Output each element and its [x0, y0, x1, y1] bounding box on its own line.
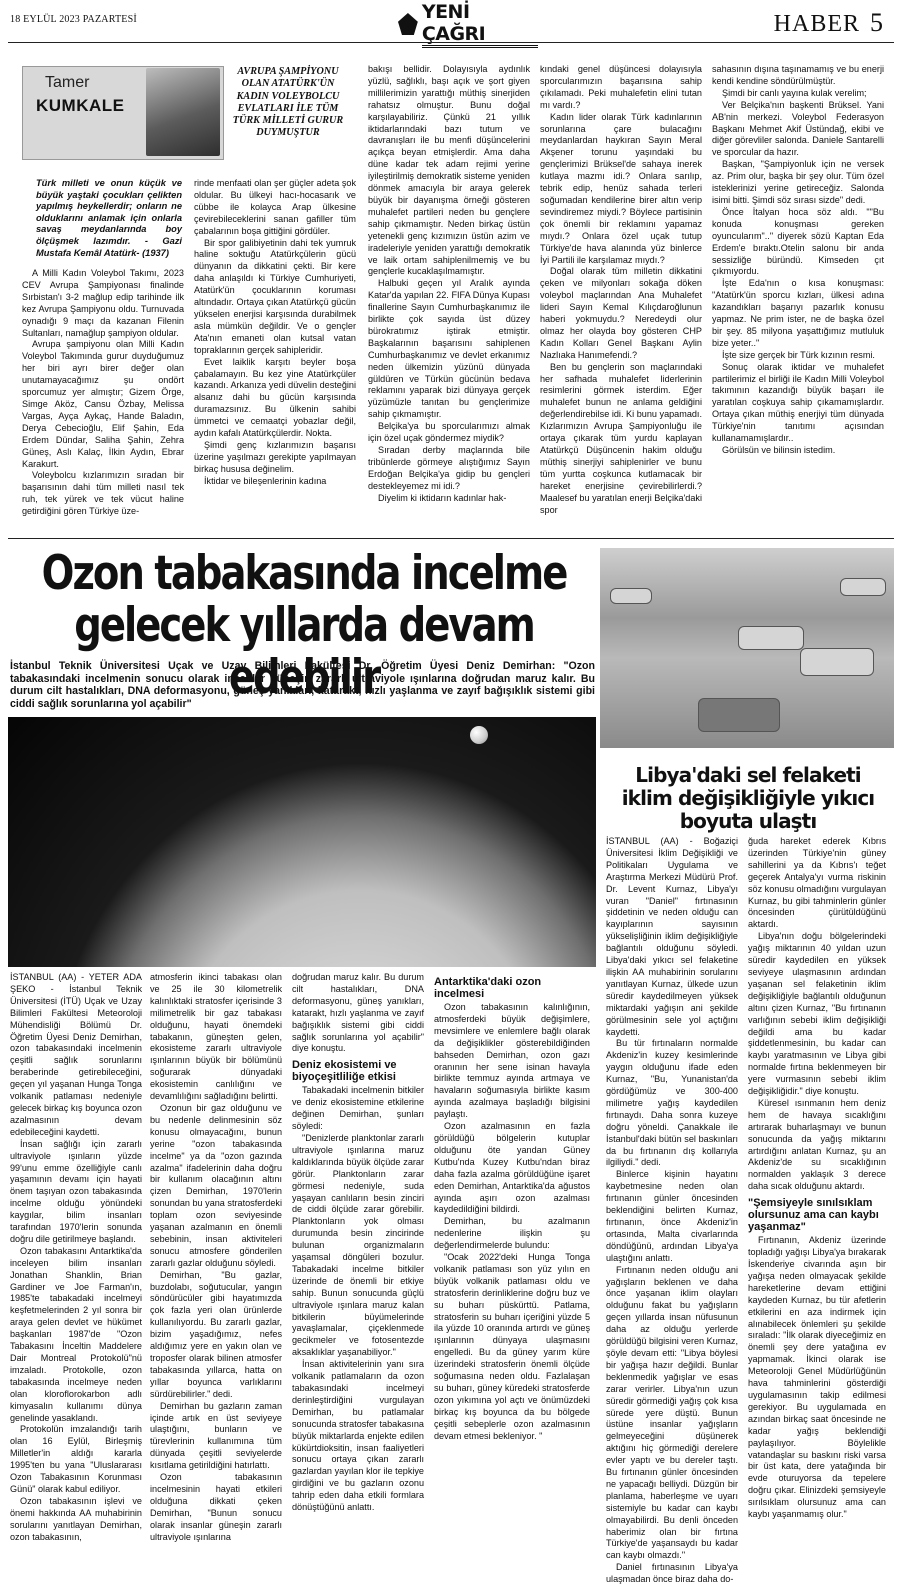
paragraph: İSTANBUL (AA) - Boğaziçi Üniversitesi İklim Değişikliği ve Politikaları Uygulama ve Araştırma Merkezi Müdürü Prof. Dr. Levent Kurnaz, Libya'yı vuran "Daniel" fırtınasının şiddetinin ve neden olduğu can kayıplarının sayısının yükselişliğinin iklim değişikliğiyle bağlantılı olduğunu söyledi. Libya'daki yıkıcı sel felaketine ilişkin AA muhabirinin sorularını yanıtlayan Kurnaz, ülkede uzun süredir kaydedilmeyen yüksek miktardaki yağışın ani şekilde görülmesinin sele yol açtığını kaydetti.	[606, 836, 738, 1037]
paragraph: Ben bu gençlerin son maçlarındaki her safhada muhalefet liderlerinin resimlerini görmek isterdim. Eğer muhalefet bunun ne anlama geldiğini değerlendirebilse idi. Ki bunu yapamadı. Kızlarımızın Avrupa Şampiyonluğu ile ortaya çıkarak tüm yurdu kaplayan Atatürkçü Düşüncenin hakim olduğu müthiş sinerjiyi sahiplenirler ve bunu tüm yurtta coşkunca kutlamacak bir hareket enerjisine çevirebilirlerdi.? Maalesef bu yaratılan enerji Belçika'daki spor	[540, 361, 702, 515]
paragraph: Şimdi genç kızlarımızın başarısı üzerine yaşılmazı gerekipte yapılmayan birkaç hususa değinelim.	[194, 439, 356, 474]
paragraph: Sonuç olarak iktidar ve muhalefet partilerimiz el birliği ile Kadın Milli Voleybol takımının kazandığı büyük başarı ile yaratılan coşkuya sahip çıkamamışlardır. Ortaya çıkan müthiş enerjiyi tüm dünyada Türkiye'nin tanıtımı açısından kullanamamışlardır..	[712, 361, 884, 444]
paragraph: Fırtınanın neden olduğu ani yağışların beklenen ve daha önce yaşanan iklim olayları olduğunu fakat bu yağışların geçen yıllarda insan nüfusunun daha az olduğu yerlerde görüldüğü bilgisini veren Kurnaz, şöyle devam etti: "Libya böylesi bir yağışa hazır değildi. Bunlar beklenmedik yağışlar ve esas zarar verirler. Libya'nın uzun süredir görmediği yağış çok kısa sürede yere düştü. Bunun üstüne insanlar yağışların gelmeyeceğini düşünerek aktığını hiç görmediği derelere evler yaptı ve bu dereler taştı. Bu fırtınanın günler öncesinden ne yapacağı belliydi. Düzgün bir planlama, haberleşme ve uyarı sistemiyle bu kadar can kaybı olmayabilirdi. Bu denli önceden haberimiz olan bir fırtına Türkiye'de yaşansaydı bu kadar can kaybı olmazdı."	[606, 1264, 738, 1561]
paragraph: Voleybolcu kızlarımızın sıradan bir başarısının dahi tüm milleti nasıl tek ruh, tek yürek ve tek vücut haline getirdiğini gören Türkiye üze-	[22, 470, 184, 517]
libya-subheading: "Şemsiyeyle sınılsıklam olursunuz ama can kaybı yaşanmaz"	[748, 1197, 879, 1234]
author-last-name: KUMKALE	[36, 96, 125, 115]
paragraph: Sıradan derby maçlarında bile tribünlerde görmeye alıştığımız Sayın Erdoğan Belçika'ya gidip bu gençleri destekleyemez mi idi.?	[368, 445, 530, 491]
ozone-col1	[10, 972, 142, 1542]
moon-icon	[470, 726, 488, 744]
paragraph: İktidar ve bileşenlerinin kadına	[204, 475, 327, 486]
flood-photo	[600, 548, 894, 748]
section-name: HABER	[773, 11, 860, 37]
paragraph: A Milli Kadın Voleybol Takımı, 2023 CEV Avrupa Şampiyonası finalinde Sırbistan'ı 3-2 mağlup edip tarihinde ilk kez Avrupa Şampiyonu oldu. Turnuvada oynadığı 9 maçı da kazanan Filenin Sultanları, namağlup şampiyon oldular.	[22, 268, 184, 338]
paragraph: Önce İtalyan hoca söz aldı. ""Bu konuda konuşması gereken oyuncularım".." diyerek sözü Kaptan Eda Erdem'e bıraktı.Otelin salonu bir anda sessizliğe büründü. Kimseden çıt çıkmıyordu.	[712, 206, 884, 277]
paragraph: Protokolün imzalandığı tarih olan 16 Eylül, Birleşmiş Milletler'in aldığı kararla 1995'ten bu yana "Uluslararası Ozon Tabakasının Korunması Günü" olarak kabul ediliyor.	[10, 1424, 142, 1494]
paragraph: Ozon azalmasının en fazla görüldüğü bölgelerin kutuplar olduğunu öte yandan Güney Kutbu'nda Kuzey Kutbu'ndan biraz daha fazla azalma görüldüğüne işaret eden Demirhan, Antarktika'da ağustos ayında aşırı ozon azalması kaydedildiğini bildirdi.	[434, 1121, 590, 1215]
ozone-headline: Ozon tabakasında incelme gelecek yıllarda devam edebilir	[41, 546, 567, 705]
column-text-col2	[194, 178, 356, 534]
paragraph: Avrupa şampiyonu olan Milli Kadın Voleybol Takımında gurur duyduğumuz her biri ayrı birer değer olan unutamayacağımız şu ondört sporcumuz yer almıştır; Gizem Örge, Simge Aköz, Cansu Özbay, Melissa Vargas, Ayça Aykaç, Hande Baladın, Derya Cebecioğlu, Elif Şahin, Eda Erdem Dündar, Saliha Şahin, Zehra Güneş, Aslı Kalaç, İlkin Aydın, Ebrar Karakurt.	[22, 339, 184, 469]
paragraph: Doğal olarak tüm milletin dikkatini çeken ve milyonları sokağa döken voleybol maçlarından Ana Muhalefet lideri Sayın Kemal Kılıçdaroğlunun haberi yokmuydu.? Neredeydi olur olmaz her olayda boy gösteren CHP Kadın Kolları Genel Başkanı Aylin Nazlıaka Hanımefendi.?	[540, 266, 702, 360]
author-first-name: Tamer	[45, 74, 90, 91]
column-text-col4	[540, 64, 702, 534]
paragraph: Bir spor galibiyetinin dahi tek yumruk haline soktuğu Atatürkçülerin gücü dünyanın da dikkatini çekti. Bir kere daha anlaşıldı ki Türkiye Cumhuriyeti, Atatürk'ün çocuklarının koruması altındadır. Ortaya çıkan Atatürkçü gücün yükselen enerjisi karşısında durabilmek asla mümkün değildir. Ve o gençler Ata'nın emaneti olan kutsal vatan topraklarının gerçek sahipleridir.	[194, 237, 356, 355]
column-text-col5	[712, 64, 884, 534]
paragraph: Belçika'ya bu sporcularımızı almak için özel uçak göndermez miydik?	[368, 421, 530, 444]
newspaper-logo	[398, 0, 538, 45]
section-label	[774, 8, 884, 38]
paragraph: Demirhan, bu azalmanın nedenlerine ilişkin şu değerlendirmelerde bulundu:	[434, 1216, 590, 1251]
paragraph: İşte Eda'nın o kısa konuşması: "Atatürk'ün sporcu kızları, ülkesi adına kazandıkları başarıyı pazarlık konusu yapmaz. Ne prim ister, ne de başka özel bir şey. 85 milyona yaşattığımız mutluluk bize yeter.."	[712, 278, 884, 348]
ozone-col3	[292, 972, 424, 1513]
car-shape	[800, 648, 874, 676]
paragraph: Demirhan, "Bu gazlar, buzdolabı, soğutucular, yangın söndürücüler gibi hayatımızda çok fazla yeri olan ürünlerde kullanılıyordu. Bu zararlı gazlar, bizim yaşadığımız, nefes aldığımız yere en yakın olan ve troposfer olarak bilinen atmosfer tabakasında yıllarca, hatta on yıllar boyunca varlıklarını sürdürebilirler." dedi.	[150, 1269, 282, 1399]
header-rule	[8, 42, 894, 43]
car-shape	[610, 588, 652, 604]
paragraph: "Ocak 2022'deki Hunga Tonga volkanik patlaması son yüz yılın en büyük volkanik patlaması oldu ve stratosferin derinliklerine doğru buz ve su buharı püskürttü. Patlama, stratosferin su buharı içeriğini yüzde 5 ila yüzde 10 oranında artırdı ve güneş ışınlarının dünyaya ulaşmasını engelledi. Bu da güney yarım küre üzerindeki stratosferin önemli ölçüde soğumasına neden oldu. Fazlalaşan su buharı, güney küredeki stratosferde ozon yıkımına yol açtı ve önümüzdeki birkaç kış boyunca da bu bölgede çeşitli sebeplerle ozon azalmasının devam etmesi bekleniyor. "	[434, 1252, 590, 1441]
page-number: 5	[870, 8, 884, 37]
paragraph: Diyelim ki iktidarın kadınlar hak-	[378, 492, 507, 503]
paragraph: sahasının dışına taşınamamış ve bu enerji kendi kendine söndürülmüştür.	[712, 64, 884, 86]
paragraph: Görülsün ve bilinsin istedim.	[722, 445, 836, 455]
paragraph: Küresel ısınmanın hem deniz hem de havaya sıcaklığını artırarak buharlaşmayı ve bunun sonucunda da yağış miktarını artırdığını anlatan Kurnaz, şu an Akdeniz'de su sıcaklığının normalden yaklaşık 3 derece daha sıcak olduğunu aktardı.	[748, 1097, 886, 1192]
paragraph: Ozon tabakasının kalınlığının, atmosferdeki büyük değişimlere, mevsimlere ve enlemlere bağlı olarak da değişiklikler gösterebildiğinden bahseden Demirhan, ozon gazı oranının her sene isinan havayla birlikte temmuz ayında artmaya ve havaların soğumasıyla birlikte kasım ayında azalmaya başladığı bilgisini paylaştı.	[434, 1002, 590, 1120]
section-rule	[8, 538, 894, 539]
logo-text: YENİ ÇAĞRI	[422, 1, 538, 48]
car-shape	[840, 578, 886, 596]
paragraph: Bu tür fırtınaların normalde Akdeniz'in kuzey kesimlerinde yaygın olduğunu ifade eden Kurnaz, "Bu, Yunanistan'da gördüğümüz ve 300-400 milimetre yağış kaydedilen fırtınaydı. Daha sonra kuzeye doğru yöneldi. Çanakkale ile İstanbul'daki bütün sel baskınları da bu fırtınanın dış kollarıyla ilgiliydi." dedi.	[606, 1038, 738, 1168]
paragraph: Ozon tabakasını Antarktika'da inceleyen bilim insanları Jonathan Shanklin, Brian Gardiner ve Joe Farman'ın, 1985'te tabakadaki incelmeyi keşfetmelerinden 2 yıl sonra bir araya gelen devlet ve hükümet başkanları 1987'de "Ozon Tabakasını İnceltin Maddelere Dair Montreal Protokolü"nü imzaladı. Protokolle, ozon tabakasında incelmeye neden olan kloroflorokarbon adlı kimyasalın kullanımı dünya genelinde yasaklandı.	[10, 1245, 142, 1423]
ozone-col2	[150, 972, 282, 1542]
paragraph: Başkan, "Şampiyonluk için ne versek az. Prim olur, başka bir şey olur. Tüm özel isteklerinizi yerine getireceğiz. Salonda isimi bitti. Şimdi söz sırası sizde" dedi.	[712, 159, 884, 205]
paragraph: Libya'nın doğu bölgelerindeki yağış miktarının 40 yıldan uzun süredir kaydedilen en yüksek seviyeye ulaşmasının ardından yaşanan sel felaketinin iklim değişikliğiyle bağlantılı olduğunun altını çizen Kurnaz, "Bu fırtınanın varlığının sebebi iklim değişikliği değildi ama bu kadar şiddetlenmesinin, bu kadar can kaybı yaratmasının ve Libya gibi normalde fırtına beklenmeyen bir yere vurmasının sebebi iklim değişikliğidir." diye konuştu.	[748, 931, 886, 1097]
paragraph: Kadın lider olarak Türk kadınlarının sorunlarına çare bulacağını meydanlardan haykıran Sayın Meral Akşener torunu yaşındaki bu gençlerimizi Brüksel'de sahaya inerek kutlaya mazmı idi.? Onlara sarılıp, tebrik edip, henüz sahada terleri soğumadan kendilerine birer altın verip sevindiremez miydi.? Böylece partisinin çok önemli bir reklamını yapamaz mıydı.? Onlara özel uçak tutup Türkiye'de hava alanında yüz binlerce İyi Partili ile karşılamaz mıydı.?	[540, 111, 702, 265]
paragraph: Şimdi bir canlı yayına kulak verelim;	[722, 87, 867, 98]
paragraph: "Denizlerde planktonlar zararlı ultraviyole ışınlarına maruz kaldıklarında büyük ölçüde zarar görür. Planktonların zarar görmesi nedeniyle, suda yaşayan canlıların besin zinciri de ciddi ölçüde zarar görebilir. Planktonların yok olması durumunda besin zincirinde bulunan organizmaların yaşamsal döngüleri bozulur. Tabakadaki incelme bitkiler üzerinde de önemli bir etkiye sahip. Bunun sonucunda güçlü ultraviyole ışınlara maruz kalan bitkilerin büyümelerinde yavaşlamalar, çiçeklenmede gecikmeler ve fotosentezde aksaklıklar yaşanabiliyor."	[292, 1132, 424, 1358]
paragraph: rinde menfaati olan şer güçler adeta şok oldular. Bu ülkeyi hacı-hocasarık ve cübbe ile kolayca Arap ülkesine çevirebileceklerini sanan gafiller tüm çabalarının boşa gittiğini gördüler.	[194, 178, 356, 236]
author-photo	[146, 68, 220, 156]
paragraph: atmosferin ikinci tabakası olan ve 25 ile 30 kilometrelik kalınlıktaki stratosfer içerisinde 3 milimetrelik bir gaz tabakası olduğunu, hayati önemdeki tabakanın, güneşten gelen, ekosisteme zararlı ultraviyole ışınlarının büyük bir bölümünü soğurarak dünyadaki ekosistemin canlılığını ve devamlılığını sağladığını belirtti.	[150, 972, 282, 1102]
column-pull-quote: AVRUPA ŞAMPİYONU OLAN ATATÜRK'ÜN KADIN VOLEYBOLCU EVLATLARI İLE TÜM TÜRK MİLLETİ GURUR DUYMUŞTUR	[232, 66, 344, 139]
libya-col1	[606, 836, 738, 1585]
paragraph: Daniel fırtınasının Libya'ya ulaşmadan önce biraz daha do-	[606, 1562, 738, 1585]
paragraph: Evet laiklik karşıtı beyler boşa çabalamayın. Bu kez yine Atatürkçüler kazandı. Arkanıza yedi düvelin desteğini alsanız dahi bu gücün karşısında duramazsınız. Bu ülkenin sahibi ümmetci ve cemaatçi yobazlar değil, aydın kafalı Atatürkçülerdir. Nokta.	[194, 356, 356, 439]
ozone-col4	[434, 972, 590, 1500]
issue-date: 18 EYLÜL 2023 PAZARTESİ	[10, 14, 137, 25]
logo-emblem-icon	[398, 13, 418, 35]
paragraph: İSTANBUL (AA) - YETER ADA ŞEKO - İstanbul Teknik Üniversitesi (İTÜ) Uçak ve Uzay Bilimleri Fakültesi Meteoroloji Mühendisliği Bölümü Dr. Öğretim Üyesi Deniz Demirhan, ozon tabakasındaki incelmenin çeşitli sağlık sorunlarını beraberinde getirebileceğini, geçen yıl yaşanan Hunga Tonga volkanik patlaması nedeniyle gelecek birkaç kış boyunca ozon azalmasının devam edebileceğini kaydetti.	[10, 972, 142, 1137]
paragraph: Fırtınanın, Akdeniz üzerinde topladığı yağışı Libya'ya bırakarak İskenderiye civarında aşın bir yağışa neden olmayacak şekilde hareketlerine devam ettiğini kaydeden Kurnaz, bu tür afetlerin etkilerini en aza indirmek için alınabilecek önlemleri şu şekilde sıraladı: "İlk olarak diyeceğimiz en önemli şey dere yatağına ev yapmamak. İkinci olarak ise Meteoroloji Genel Müdürlüğünün hava tahminlerini gösterdiği uygulamasının takip edilmesi gerekiyor. Bu uygulamada en azından birkaç saat öncesinde ne kadar yağış beklendiği paylaşılıyor. Böylelikle vatandaşlar su baskını riski varsa bir üst kata, dere yatağında bir evde oturuyorsa da tepelere doğru çıkar. Elinizdeki şemsiyeyle sırılsıklam olursunuz ama can kaybı yaşanmamış olur."	[748, 1235, 886, 1520]
libya-headline: Libya'daki sel felaketi iklim değişikliğiyle yıkıcı boyuta ulaştı	[621, 763, 875, 833]
column-text-col1	[22, 268, 184, 534]
paragraph: bakışı bellidir. Dolayısıyla aydınlık yüzlü, sağlıklı, başı açık ve şort giyen millilerimizin yarattığı müthiş sinerjiden rahatsız olmuştur. Bunu doğal karşılayabiliriz. Çünkü 21 yıllık iktidarlarındaki bazı tutum ve davranışları ile bu menfi düşüncelerini açıkça beyan etmişlerdir. Ama daha düne kadar tek adam rejimi yerine iyileştirilmiş demokratik sisteme yeniden dönmek amacıyla bir araya gelerek büyük bir dayanışma örneği gösteren muhalefet partileri neden bu gençlere sahip çıkmamıştır. Neden birkaç üstün yetenekli genç kızımızın üstün azim ve iradeleriyle yeniden yarattığı demokratik ve laik ortam sahiplenilmemiş ve bu gençlerle kucaklaşılmamıştır.	[368, 64, 530, 277]
paragraph: Binlerce kişinin hayatını kaybetmesine neden olan fırtınanın günler öncesinden beklendiğini belirten Kurnaz, fırtınanın, önce Akdeniz'in ortasında, Malta civarlarında döndüğünü, ardından Libya'ya ulaştığını anlattı.	[606, 1169, 738, 1263]
ozone-subheading-antarctica: Antarktika'daki ozon incelmesi	[434, 976, 542, 1000]
libya-col2	[748, 836, 887, 1520]
car-shape	[738, 626, 804, 650]
paragraph: İnsan sağlığı için zararlı ultraviyole ışınların yüzde 99'unu emme özelliğiyle canlı yaşamının devamı için hayati önem taşıyan ozon tabakasında incelme olduğu yönündeki kaygılar, bilim insanları tarafından 1970'lerin sonunda doğru dile getirilmeye başlandı.	[10, 1138, 142, 1244]
paragraph: İnsan aktivitelerinin yanı sıra volkanik patlamaların da ozon tabakasındaki incelmeyi derinleştirdiğini vurgulayan Demirhan, bu patlamalar sonucunda stratosfer tabakasına büyük miktarlarda enjekte edilen kükürtdioksitin, insan faaliyetleri sonucu ortaya çıkan zararlı gazlardan yayılan klor ile tepkiye girdiğini ve bu gazların ozonu tahrip eden daha etkili formlara dönüştüğünü anlattı.	[292, 1359, 424, 1513]
paragraph: Ozon tabakasının işlevi ve önemi hakkında AA muhabirinin sorularını yanıtlayan Demirhan, ozon tabakasının,	[10, 1495, 142, 1542]
paragraph: doğrudan maruz kalır. Bu durum cilt hastalıkları, DNA deformasyonu, güneş yanıkları, katarakt, hızlı yaşlanma ve zayıf bağışıklık sistemi gibi ciddi sağlık sorunlarına yol açabilir" diye konuştu.	[292, 972, 424, 1054]
paragraph: ğuda hareket ederek Kıbrıs üzerinden Türkiye'nin güney sahillerini ya da Kıbrıs'ı teğet geçerek Antalya'yı vurma riskinin söz konusu olmadığını vurgulayan Kurnaz, bu gibi tahminlerin günler öncesinden çürütüldüğünü aktardı.	[748, 836, 887, 930]
paragraph: Ver Belçika'nın başkenti Brüksel. Yani AB'nin merkezi. Voleybol Federasyon Başkanı Mehmet Akif Üstündağ, ekibi ve diğer görevliler salonda. Daniele Santarelli ve sporcular da hazır.	[712, 99, 884, 158]
ozone-subheading-ecosystem: Deniz ekosistemi ve biyoçeşitliliğe etkisi	[292, 1059, 397, 1084]
paragraph: kındaki genel düşüncesi dolayısıyla sporcularımızın başarısına sahip çıkılamadı. Peki muhalefetin elini tutan mı vardı.?	[540, 64, 702, 110]
paragraph: Ozonun bir gaz olduğunu ve bu nedenle delinmesinin söz konusu olmayacağını, bunun yerine "ozon tabakasında incelme" ya da "ozon gazında azalma" ifadelerinin daha doğru bir kullanım olacağının altını çizen Demirhan, 1970'lerin sonundan bu yana stratosferdeki toplam ozon seviyesinde yaşanan azalmanın en önemli sebebinin, insan aktiviteleri sonucu atmosfere gönderilen zararlı gazlar olduğunu söyledi.	[150, 1102, 282, 1268]
paragraph: Tabakadaki incelmenin bitkiler ve deniz ekosistemine etkilerine değinen Demirhan, şunları söyledi:	[292, 1085, 424, 1132]
column-text-col3	[368, 64, 530, 534]
ozone-lead: İstanbul Teknik Üniversitesi Uçak ve Uzay Bilimleri Fakültesi Dr. Öğretim Üyesi Deniz Demirhan: "Ozon tabakasındaki incelmenin sonucu olarak insanlar güneşin zararlı ultraviyole ışınlarına doğrudan maruz kalır. Bu durum cilt hastalıkları, DNA deformasyonu, güneş yanıkları, katarakt, hızlı yaşlanma ve zayıf bağışıklık sistemi gibi ciddi sağlık sorunlarına yol açabilir"	[10, 660, 595, 710]
paragraph: Halbuki geçen yıl Aralık ayında Katar'da yapılan 22. FIFA Dünya Kupası finallerine Sayın Cumhurbaşkanımız ile birlikte çok sayıda üst düzey bürokratımız iştirak etmiştir. Başkalarının başarısını sahiplenen Cumhurbaşkanımız ve devlet erkanımız neden ülkemizin yüzünü dünyada güldüren ve Türkün gücünün bedava reklamını yaparak bizi dünyaya gerçek yüzümüzle tanıtan bu gençlerimize sahip çıkmamıştır.	[368, 278, 530, 420]
car-shape	[698, 698, 780, 732]
paragraph: Demirhan bu gazların zaman içinde artık en üst seviyeye ulaştığını, bunların ve türevlerinin kullanımına tüm dünyada çeşitli seviyelerde kısıtlama getirildiğini hatırlattı.	[150, 1400, 282, 1471]
column-epigraph: Türk milleti ve onun küçük ve büyük yaştaki çocukları çelikten yapılmış heykellerdir; onların ne olduklarını anlamak için onlarla savaş meydanlarında boy ölçüşmek lazımdır. - Gazi Mustafa Kemâl Atatürk- (1937)	[36, 178, 182, 258]
earth-from-space-photo	[8, 717, 596, 967]
paragraph: İşte size gerçek bir Türk kızının resmi.	[722, 349, 875, 360]
paragraph: Ozon tabakasının incelmesinin hayati etkileri olduğuna dikkati çeken Demirhan, "Bunun sonucu olarak insanlar güneşin zararlı ultraviyole ışınlarına	[150, 1472, 282, 1542]
